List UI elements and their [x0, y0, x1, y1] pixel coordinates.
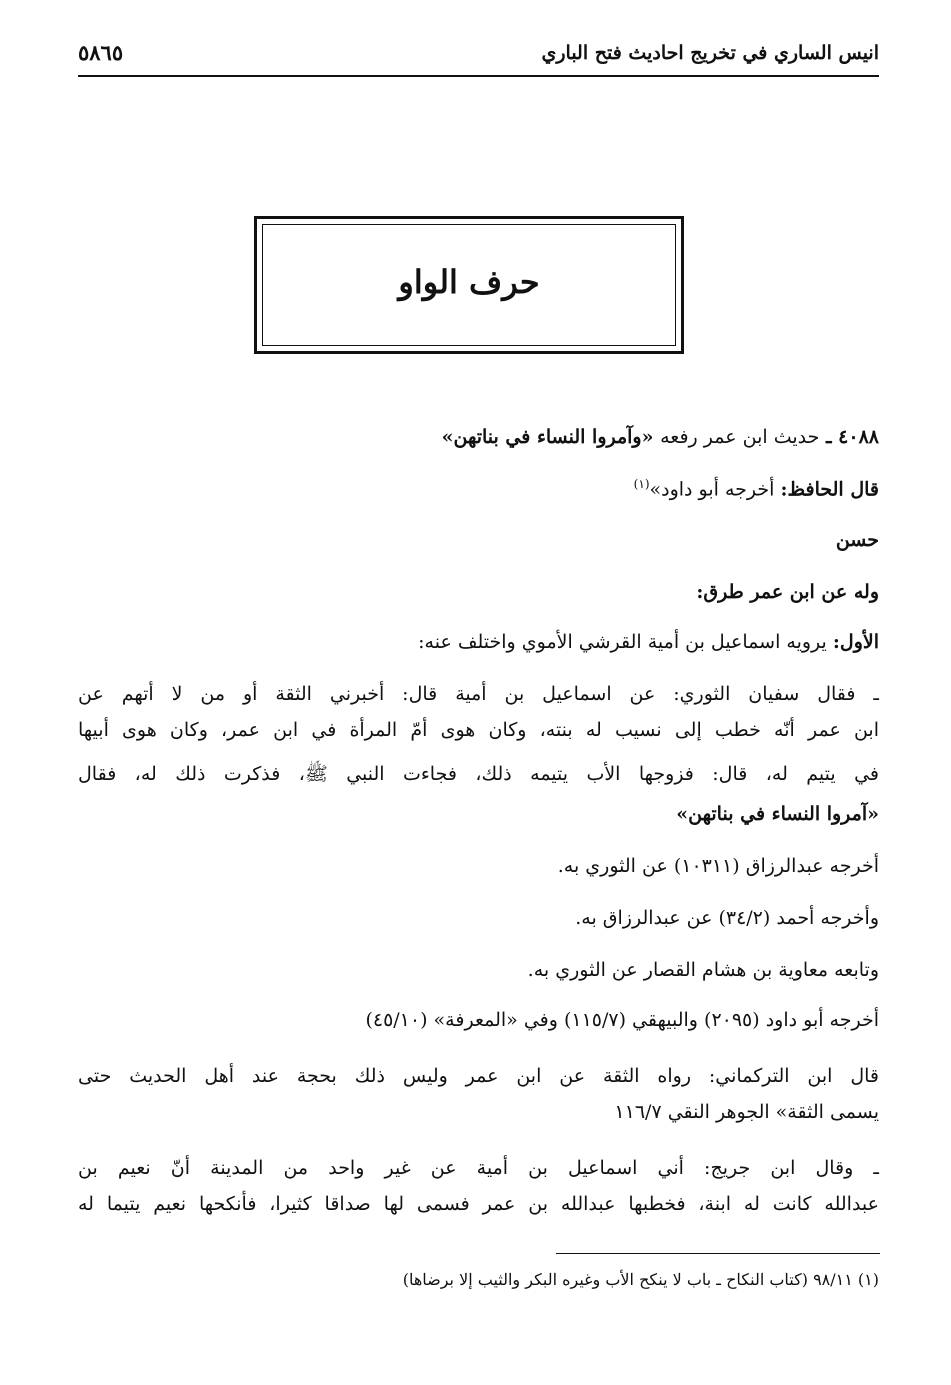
header-rule — [78, 75, 879, 77]
running-header — [78, 42, 879, 76]
chapter-frame — [254, 216, 684, 354]
first-route-label: الأول: — [832, 631, 879, 653]
paragraph-line: ـ وقال ابن جريج: أني اسماعيل بن أمية عن غير واحد من المدينة أنّ نعيم بن — [78, 1157, 879, 1179]
takhrij-line: وتابعه معاوية بن هشام القصار عن الثوري به. — [527, 959, 879, 981]
footnote-ref: (١) — [633, 477, 650, 491]
routes-heading: وله عن ابن عمر طرق: — [696, 581, 879, 603]
paragraph-line: قال ابن التركماني: رواه الثقة عن ابن عمر وليس ذلك بحجة عند أهل الحديث حتى — [78, 1065, 879, 1087]
takhrij-line: أخرجه أبو داود (٢٠٩٥) والبيهقي (١١٥/٧) وفي «المعرفة» (٤٥/١٠) — [365, 1009, 879, 1031]
paragraph-line: في يتيم له، قال: فزوجها الأب يتيمه ذلك، فجاءت النبي ﷺ، فذكرت ذلك له، فقال — [78, 763, 879, 785]
grade-line: حسن — [835, 529, 879, 551]
takhrij-line: أخرجه عبدالرزاق (١٠٣١١) عن الثوري به. — [557, 855, 879, 877]
hadith-quote: «وآمروا النساء في بناتهن» — [441, 426, 654, 448]
hafiz-line — [634, 470, 879, 503]
footnote: (١) ٩٨/١١ (كتاب النكاح ـ باب لا ينكح الأب وغيره البكر والثيب إلا برضاها) — [402, 1270, 879, 1289]
page-number: ٥٨٦٥ — [78, 40, 124, 65]
hadith-quote-line: «آمروا النساء في بناتهن» — [676, 803, 879, 825]
paragraph-line: ـ فقال سفيان الثوري: عن اسماعيل بن أمية قال: أخبرني الثقة أو من لا أتهم عن — [78, 683, 879, 705]
book-title: انيس الساري في تخريج احاديث فتح الباري — [541, 42, 879, 64]
hafiz-label: قال الحافظ: — [780, 478, 879, 501]
first-route-line — [418, 628, 879, 656]
hadith-intro: حديث ابن عمر رفعه — [660, 426, 820, 448]
hafiz-text: أخرجه أبو داود» — [649, 478, 775, 501]
chapter-title: حرف الواو — [398, 263, 540, 301]
hadith-number: ٤٠٨٨ ـ — [825, 426, 879, 448]
paragraph-line: عبدالله كانت له ابنة، فخطبها عبدالله بن عمر فسمى لها صداقا كثيرا، فأنكحها نعيم يتيما له — [78, 1193, 879, 1215]
first-route-text: يرويه اسماعيل بن أمية القرشي الأموي واختلف عنه: — [418, 631, 827, 653]
hadith-heading-line — [442, 423, 879, 451]
paragraph-line: ابن عمر أنّه خطب إلى نسيب له بنته، وكان هوى أمّ المرأة في ابن عمر، وكان هوى أبيها — [78, 719, 879, 741]
footnote-rule — [556, 1253, 880, 1254]
takhrij-line: وأخرجه أحمد (٣٤/٢) عن عبدالرزاق به. — [575, 907, 879, 929]
paragraph-line: يسمى الثقة» الجوهر النقي ١١٦/٧ — [614, 1101, 879, 1123]
